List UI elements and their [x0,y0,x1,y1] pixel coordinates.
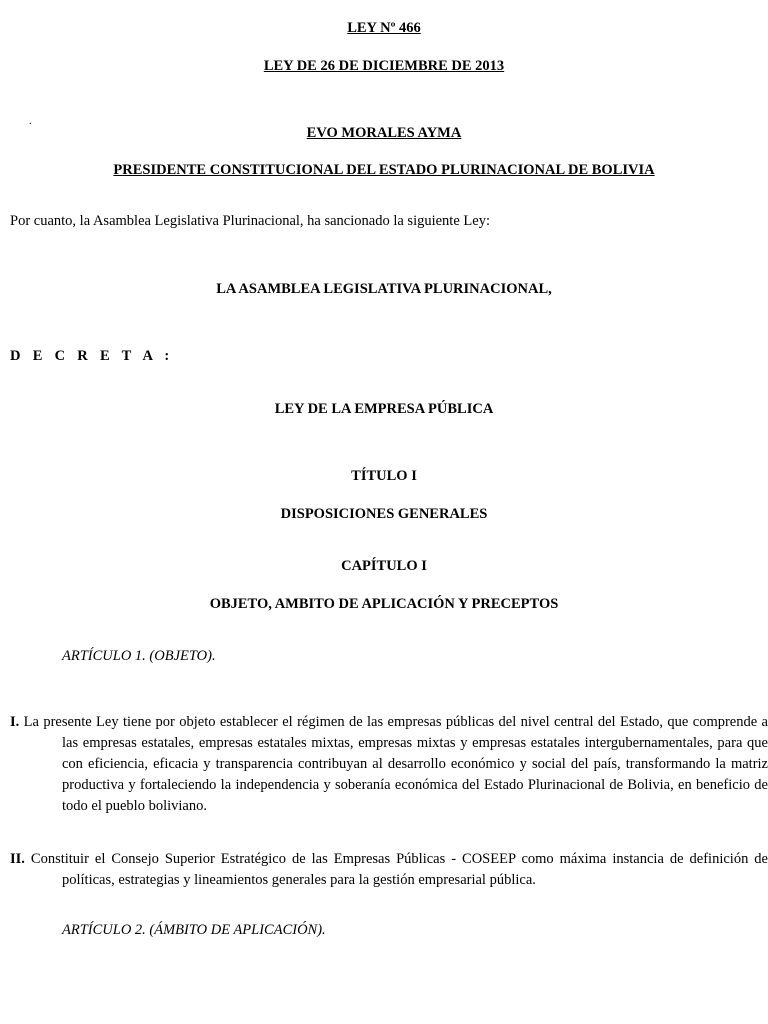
article-1-paragraph-2 [10,849,768,891]
article-2-heading: ARTÍCULO 2. (ÁMBITO DE APLICACIÓN). [62,922,326,938]
law-name-heading: LEY DE LA EMPRESA PÚBLICA [274,401,494,417]
paragraph-text: La presente Ley tiene por objeto establecer el régimen de las empresas públicas del nivel central del Estado, que comprende a las empresas estatales, empresas estatales mixtas, empresas mixtas y empresas estatales intergubernamentales, para que con eficiencia, eficacia y transparencia contribuyan al desarrollo económico y social del país, transformando la matriz productiva y fortaleciendo la independencia y soberanía económica del Estado Plurinacional de Bolivia, en beneficio de todo el pueblo boliviano. [23,714,768,814]
capitulo-heading: CAPÍTULO I [341,558,427,574]
capitulo-name: OBJETO, AMBITO DE APLICACIÓN Y PRECEPTOS [209,596,559,612]
law-number: LEY Nº 466 [347,20,421,36]
president-title: PRESIDENTE CONSTITUCIONAL DEL ESTADO PLURINACIONAL DE BOLIVIA [113,162,655,178]
law-date: LEY DE 26 DE DICIEMBRE DE 2013 [263,58,505,74]
article-1-heading: ARTÍCULO 1. (OBJETO). [62,648,216,664]
titulo-heading: TÍTULO I [351,468,417,484]
titulo-name: DISPOSICIONES GENERALES [280,506,488,522]
paragraph-numeral: II. [10,851,25,867]
preamble-intro: Por cuanto, la Asamblea Legislativa Plurinacional, ha sancionado la siguiente Ley: [10,213,490,229]
president-name: EVO MORALES AYMA [306,125,462,141]
paragraph-text: Constituir el Consejo Superior Estratégico de las Empresas Públicas - COSEEP como máxima instancia de definición de políticas, estrategias y lineamientos generales para la gestión empresarial pública. [30,851,768,888]
paragraph-numeral: I. [10,714,20,730]
stray-mark: . [29,116,32,127]
decreta-heading: D E C R E T A : [10,348,174,364]
article-1-paragraph-1 [10,712,768,817]
assembly-heading: LA ASAMBLEA LEGISLATIVA PLURINACIONAL, [216,281,552,297]
